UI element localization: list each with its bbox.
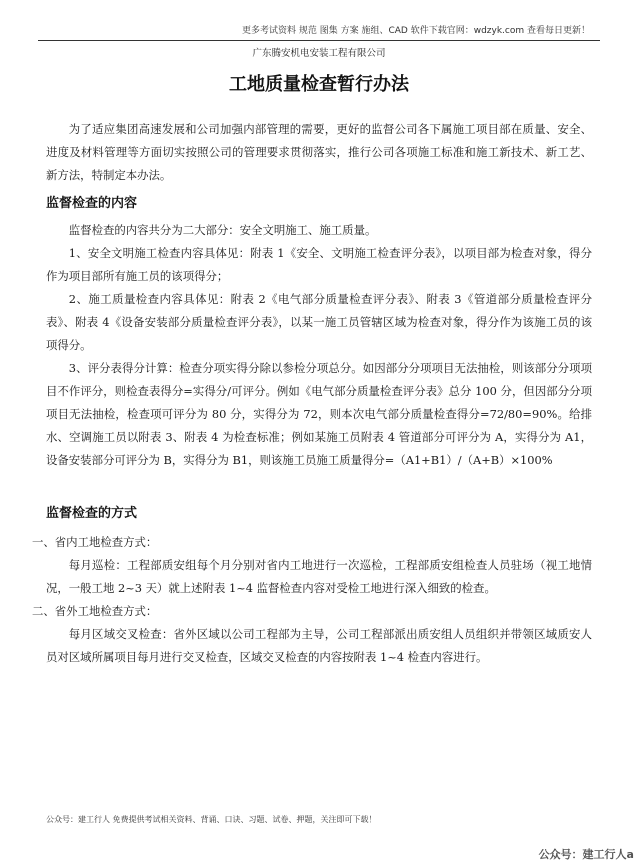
section-heading-method: 监督检查的方式 (46, 506, 138, 521)
subsection-title-out-of-province: 二、省外工地检查方式： (32, 604, 158, 618)
section-heading-content: 监督检查的内容 (46, 196, 138, 211)
subsection-title-provincial: 一、省内工地检查方式： (32, 535, 158, 549)
watermark: 公众号：建工行人a (538, 848, 634, 861)
intro-paragraph: 为了适应集团高速发展和公司加强内部管理的需要，更好的监督公司各下属施工项目部在质量、安全、进度及材料管理等方面切实按照公司的管理要求贯彻落实，推行公司各项施工标准和施工新技术、新工艺、新方法，特制定本办法。 (46, 122, 592, 182)
document-body (32, 118, 592, 669)
header-note: 更多考试资料 规范 图集 方案 施组、CAD 软件下载官网：wdzyk.com 查看每日更新！ (242, 26, 590, 36)
header-divider (38, 40, 600, 41)
subsection-text-provincial: 每月巡检：工程部质安组每个月分别对省内工地进行一次巡检，工程部质安组检查人员驻场（视工地情况，一般工地 2~3 天）就上述附表 1~4 监督检查内容对受检工地进行深入细致的检查。 (46, 558, 592, 595)
section1-paragraph-2: 1、安全文明施工检查内容具体见：附表 1《安全、文明施工检查评分表》，以项目部为检查对象，得分作为项目部所有施工员的该项得分； (46, 246, 592, 283)
subsection-text-out-of-province: 每月区域交叉检查：省外区域以公司工程部为主导，公司工程部派出质安组人员组织并带领区域质安人员对区域所属项目每月进行交叉检查，区域交叉检查的内容按附表 1~4 检查内容进行。 (46, 627, 592, 664)
company-name: 广东腾安机电安装工程有限公司 (252, 48, 386, 59)
document-title: 工地质量检查暂行办法 (229, 74, 409, 95)
section1-paragraph-3: 2、施工质量检查内容具体见：附表 2《电气部分质量检查评分表》、附表 3《管道部分质量检查评分表》、附表 4《设备安装部分质量检查评分表》，以某一施工员管辖区域为检查对象，得分作为该施工员的该项得分。 (46, 292, 592, 352)
section1-paragraph-1: 监督检查的内容共分为二大部分：安全文明施工、施工质量。 (68, 223, 377, 237)
section1-paragraph-4: 3、评分表得分计算：检查分项实得分除以参检分项总分。如因部分分项项目无法抽检，则该部分分项项目不作评分，则检查表得分=实得分/可评分。例如《电气部分质量检查评分表》总分 100 分，但因部分分项项目无法抽检，检查项可评分为 80 分，实得分为 72，则本次电气部分质量检查得分=72/80=90%。给排水、空调施工员以附表 3、附表 4 为检查标准；例如某施工员附表 4 管道部分可评分为 A，实得分为 A1，设备安装部分可评分为 B，实得分为 B1，则该施工员施工质量得分=（A1+B1）/（A+B）×100% (46, 361, 592, 467)
footer-note: 公众号：建工行人 免费提供考试相关资料、背诵、口诀、习题、试卷、押题，关注即可下载！ (46, 815, 377, 824)
